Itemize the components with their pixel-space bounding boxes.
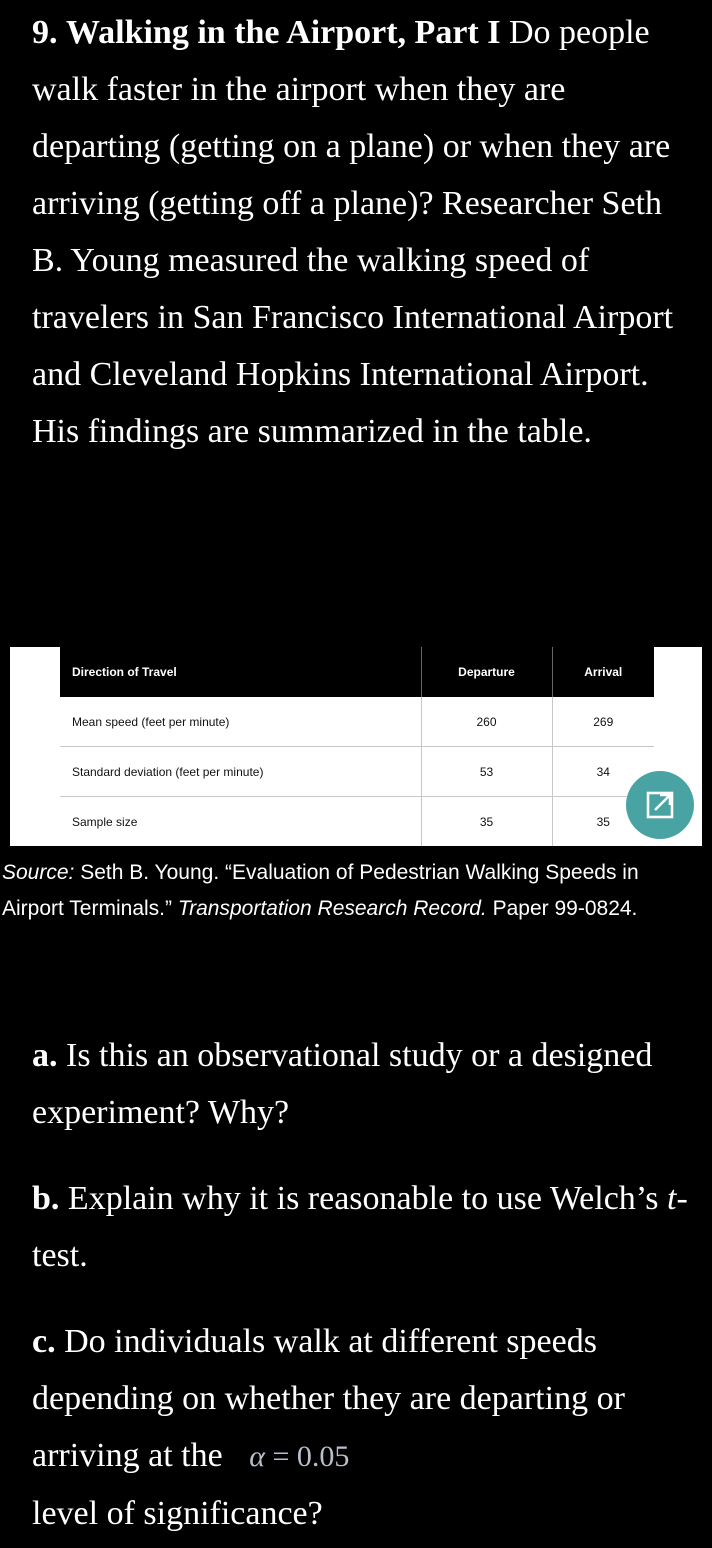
external-link-icon [645, 790, 675, 820]
header-arrival: Arrival [552, 647, 654, 697]
question-a-text: Is this an observational study or a designed experiment? Why? [32, 1037, 653, 1131]
question-b-text: Explain why it is reasonable to use Welch’s [67, 1180, 659, 1217]
data-table [60, 647, 654, 846]
question-a-label: a. [32, 1037, 58, 1074]
question-a [32, 1027, 692, 1141]
departure-value: 35 [421, 797, 552, 847]
problem-text: Do people walk faster in the airport when they are departing (getting on a plane) or when they are arriving (getting off a plane)? Researcher Seth B. Young measured the walking speed of travelers in San Francisco International Airport and Cleveland Hopkins International Airport. His findings are summarized in the table. [32, 14, 674, 450]
question-c-label: c. [32, 1323, 56, 1360]
alpha-value: = 0.05 [272, 1440, 350, 1473]
question-b-text-after: -test. [32, 1180, 688, 1274]
question-b [32, 1170, 692, 1284]
row-label: Standard deviation (feet per minute) [60, 747, 421, 797]
problem-number: 9. [32, 14, 58, 51]
departure-value: 53 [421, 747, 552, 797]
header-direction: Direction of Travel [60, 647, 421, 697]
problem-statement [32, 4, 692, 460]
expand-table-button[interactable] [626, 771, 694, 839]
table-row [60, 697, 654, 747]
arrival-value: 35 [552, 797, 654, 847]
question-b-label: b. [32, 1180, 60, 1217]
question-c-text: Do individuals walk at different speeds depending on whether they are departing or arriving at the [32, 1323, 625, 1474]
source-text: Seth B. Young. “Evaluation of Pedestrian Walking Speeds in Airport Terminals.” [2, 861, 639, 920]
source-paper: Paper 99-0824. [492, 897, 638, 920]
source-citation [2, 855, 702, 927]
header-departure: Departure [421, 647, 552, 697]
table-header-row [60, 647, 654, 697]
alpha-expression [249, 1440, 349, 1473]
arrival-value: 34 [552, 747, 654, 797]
alpha-symbol: α [249, 1440, 265, 1473]
arrival-value: 269 [552, 697, 654, 747]
departure-value: 260 [421, 697, 552, 747]
question-c-text-after: level of significance? [32, 1495, 323, 1532]
table-row [60, 797, 654, 847]
problem-title: Walking in the Airport, Part I [66, 14, 501, 51]
row-label: Mean speed (feet per minute) [60, 697, 421, 747]
source-label: Source: [2, 861, 75, 884]
question-c [32, 1313, 692, 1542]
row-label: Sample size [72, 814, 138, 829]
source-journal: Transportation Research Record. [177, 897, 487, 920]
table-panel [10, 647, 702, 846]
question-b-italic: t [667, 1180, 677, 1217]
table-row [60, 747, 654, 797]
